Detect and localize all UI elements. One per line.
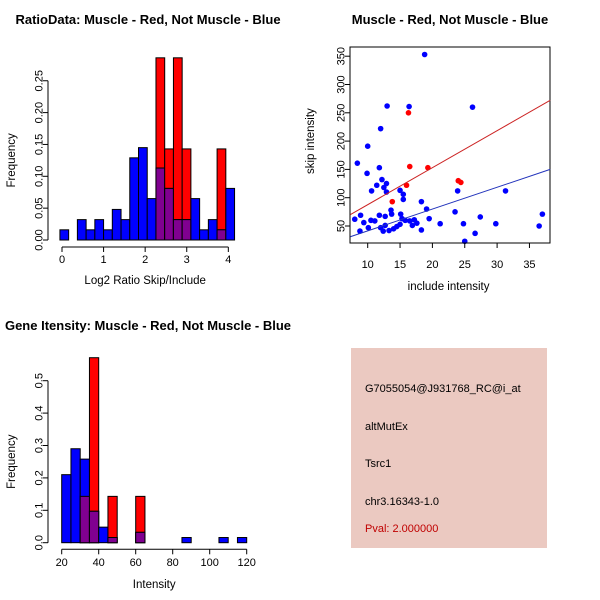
point-muscle — [389, 199, 395, 205]
y-tick-label: 50 — [335, 219, 348, 233]
bar-overlap — [136, 532, 145, 542]
x-tick-label: 10 — [361, 259, 374, 271]
point-not-muscle — [477, 214, 483, 220]
y-tick-label: 0.5 — [33, 373, 46, 389]
point-not-muscle — [426, 216, 432, 222]
point-not-muscle — [540, 211, 546, 217]
point-not-muscle — [422, 52, 428, 58]
point-not-muscle — [472, 231, 478, 237]
point-muscle — [458, 180, 464, 186]
x-axis-label: include intensity — [407, 281, 490, 293]
y-tick-label: 0.00 — [33, 229, 46, 251]
y-tick-label: 0.0 — [33, 535, 46, 551]
x-tick-label: 30 — [490, 259, 504, 271]
x-tick-label: 35 — [523, 259, 536, 271]
chart-title: Gene Itensity: Muscle - Red, Not Muscle - Blue — [4, 318, 292, 333]
bar-overlap — [173, 220, 182, 240]
point-not-muscle — [452, 209, 458, 215]
y-axis-label: skip intensity — [305, 108, 317, 175]
bar-not-muscle — [208, 220, 217, 240]
bar-not-muscle — [99, 527, 108, 543]
y-axis-label: Frequency — [6, 434, 18, 489]
point-muscle — [407, 164, 413, 170]
x-tick-label: 4 — [225, 254, 232, 266]
bar-overlap — [182, 220, 191, 240]
bar-not-muscle — [147, 199, 156, 240]
bar-not-muscle — [112, 209, 121, 240]
point-not-muscle — [364, 171, 370, 177]
bar-muscle — [108, 496, 117, 542]
bar-overlap — [165, 188, 174, 240]
probe-id-text: G7055054@J931768_RC@i_at — [365, 383, 521, 395]
intensity-scatter-chart — [300, 0, 600, 300]
point-not-muscle — [372, 218, 378, 224]
gene-info-box — [351, 348, 547, 548]
panel-intensity-scatter — [300, 0, 600, 300]
x-tick-label: 40 — [92, 557, 105, 569]
bar-overlap — [108, 538, 117, 543]
ratio-histogram-chart — [0, 0, 300, 300]
point-not-muscle — [380, 228, 386, 234]
x-tick-label: 2 — [142, 254, 149, 266]
bar-muscle — [217, 149, 226, 240]
point-not-muscle — [406, 104, 412, 110]
bar-not-muscle — [237, 538, 246, 543]
point-not-muscle — [437, 221, 443, 227]
point-not-muscle — [374, 182, 380, 188]
x-axis-label: Intensity — [132, 579, 176, 591]
point-not-muscle — [379, 177, 385, 183]
bar-not-muscle — [86, 230, 95, 240]
bar-not-muscle — [77, 220, 86, 240]
point-not-muscle — [384, 103, 390, 109]
point-not-muscle — [493, 221, 499, 227]
point-not-muscle — [400, 192, 406, 198]
muscle-fit-line — [350, 100, 550, 214]
bar-overlap — [80, 496, 89, 542]
y-tick-label: 0.20 — [33, 101, 46, 124]
gene-intensity-histogram-chart — [0, 300, 300, 600]
y-tick-label: 150 — [335, 160, 348, 179]
bar-muscle — [173, 58, 182, 240]
bar-not-muscle — [139, 148, 148, 240]
point-not-muscle — [365, 143, 371, 149]
point-not-muscle — [536, 223, 542, 229]
point-not-muscle — [358, 212, 364, 218]
bar-not-muscle — [71, 449, 80, 543]
bar-not-muscle — [62, 475, 71, 543]
point-not-muscle — [382, 214, 388, 220]
y-tick-label: 350 — [335, 47, 348, 66]
gene-name-text: Tsrc1 — [365, 458, 392, 470]
x-tick-label: 1 — [100, 254, 107, 266]
x-tick-label: 100 — [200, 557, 219, 569]
point-not-muscle — [455, 188, 461, 194]
y-tick-label: 0.3 — [33, 437, 46, 454]
point-not-muscle — [352, 216, 358, 222]
y-tick-label: 0.4 — [33, 405, 46, 421]
point-not-muscle — [361, 220, 367, 226]
y-tick-label: 200 — [335, 131, 348, 151]
x-tick-label: 80 — [166, 557, 179, 569]
panel-gene-intensity-histogram — [0, 300, 300, 600]
x-tick-label: 20 — [55, 557, 68, 569]
y-tick-label: 0.25 — [33, 70, 46, 92]
bar-not-muscle — [182, 538, 191, 543]
point-muscle — [406, 110, 412, 116]
point-not-muscle — [386, 228, 392, 234]
x-tick-label: 20 — [426, 259, 439, 271]
y-axis-label: Frequency — [6, 133, 18, 188]
bar-not-muscle — [130, 158, 139, 240]
y-tick-label: 0.10 — [33, 165, 46, 188]
bar-not-muscle — [95, 220, 104, 240]
pval-text: Pval: 2.000000 — [365, 523, 439, 535]
bar-not-muscle — [121, 220, 130, 240]
bar-not-muscle — [191, 199, 200, 240]
y-tick-label: 0.05 — [33, 197, 46, 219]
x-tick-label: 60 — [129, 557, 142, 569]
bar-not-muscle — [60, 230, 69, 240]
x-tick-label: 0 — [58, 254, 66, 266]
chart-title: Muscle - Red, Not Muscle - Blue — [351, 12, 549, 27]
bar-not-muscle — [200, 230, 209, 240]
x-tick-label: 120 — [237, 557, 256, 569]
y-tick-label: 0.1 — [33, 502, 46, 518]
bar-overlap — [89, 511, 98, 542]
x-tick-label: 3 — [183, 254, 190, 266]
y-tick-label: 0.15 — [33, 133, 46, 156]
point-not-muscle — [377, 165, 383, 171]
point-not-muscle — [503, 188, 509, 194]
y-tick-label: 300 — [335, 75, 348, 94]
bar-not-muscle — [219, 538, 228, 543]
point-not-muscle — [461, 221, 467, 227]
chart-title: RatioData: Muscle - Red, Not Muscle - Blue — [15, 12, 281, 27]
x-tick-label: 25 — [458, 259, 471, 271]
point-not-muscle — [470, 104, 476, 110]
y-tick-label: 0.2 — [33, 470, 46, 486]
point-not-muscle — [369, 188, 375, 194]
point-not-muscle — [400, 197, 406, 203]
point-not-muscle — [419, 199, 425, 205]
panel-gene-info — [300, 300, 600, 600]
location-text: chr3.16343-1.0 — [365, 496, 439, 508]
y-tick-label: 100 — [335, 188, 348, 207]
bar-not-muscle — [104, 230, 113, 240]
event-type-text: altMutEx — [365, 421, 408, 433]
point-not-muscle — [389, 211, 395, 217]
bar-overlap — [156, 168, 165, 240]
point-not-muscle — [377, 212, 383, 218]
x-tick-label: 15 — [393, 259, 407, 271]
panel-ratio-histogram — [0, 0, 300, 300]
point-not-muscle — [410, 223, 416, 229]
bar-not-muscle — [226, 188, 235, 240]
point-not-muscle — [355, 160, 361, 166]
bar-overlap — [217, 230, 226, 240]
x-axis-label: Log2 Ratio Skip/Include — [84, 275, 206, 287]
point-not-muscle — [419, 227, 425, 233]
point-not-muscle — [378, 126, 384, 132]
y-tick-label: 250 — [335, 103, 348, 122]
